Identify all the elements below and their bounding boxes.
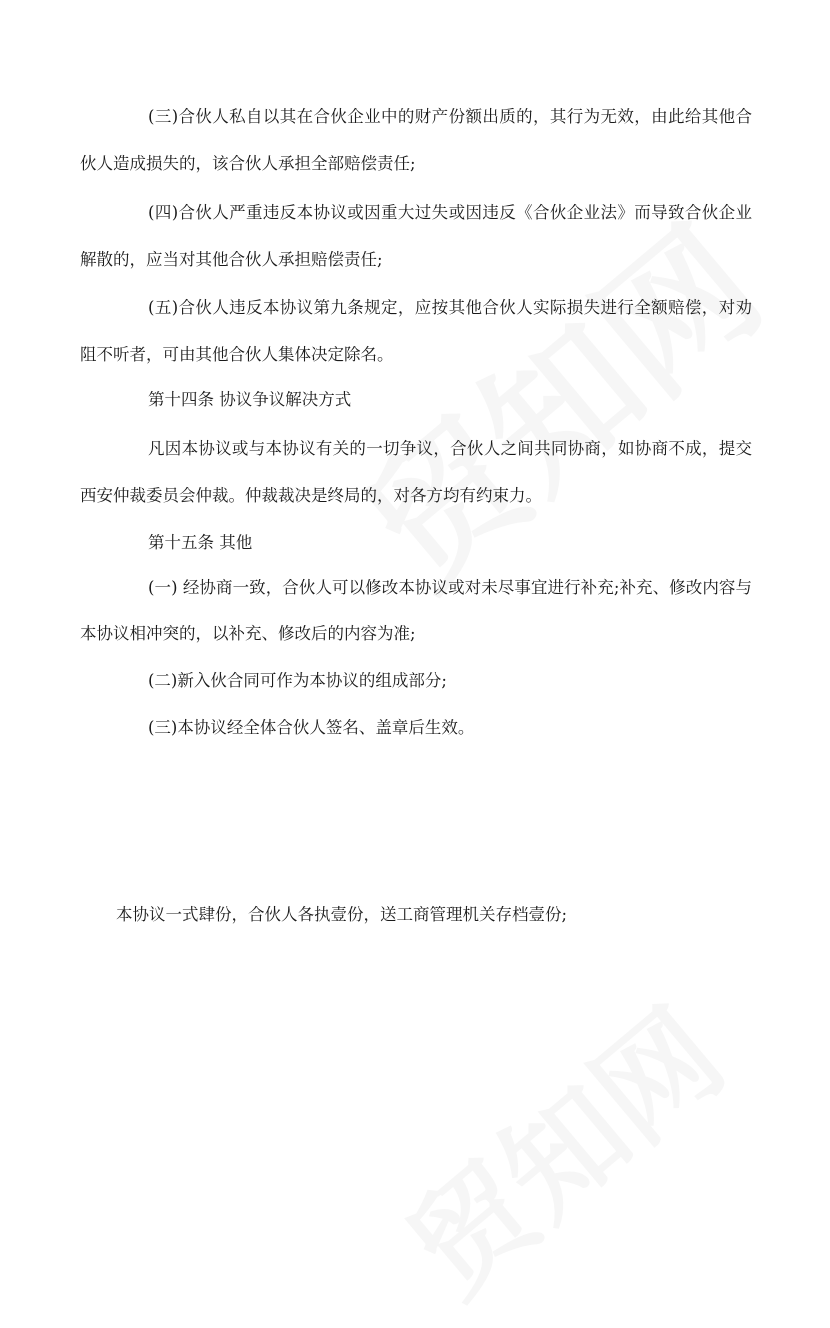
clause-5-line-2: 阻不听者，可由其他合伙人集体决定除名。: [80, 345, 394, 364]
watermark: [367, 964, 753, 1327]
article-14-line-1: 凡因本协议或与本协议有关的一切争议，合伙人之间共同协商，如协商不成，提交: [148, 439, 752, 458]
article-15-item-1-line-2: 本协议相冲突的，以补充、修改后的内容为准;: [80, 624, 416, 643]
clause-4-line-1: (四)合伙人严重违反本协议或因重大过失或因违反《合伙企业法》而导致合伙企业: [148, 203, 752, 222]
article-15-item-2: (二)新入伙合同可作为本协议的组成部分;: [148, 671, 447, 690]
article-15-item-1-line-1: (一) 经协商一致，合伙人可以修改本协议或对未尽事宜进行补充;补充、修改内容与: [148, 578, 752, 597]
clause-4-line-2: 解散的，应当对其他合伙人承担赔偿责任;: [80, 250, 383, 269]
clause-3-line-1: (三)合伙人私自以其在合伙企业中的财产份额出质的，其行为无效，由此给其他合: [148, 107, 752, 126]
copies-statement: 本协议一式肆份，合伙人各执壹份，送工商管理机关存档壹份;: [116, 905, 568, 924]
article-15-heading: 第十五条 其他: [148, 533, 253, 552]
article-14-line-2: 西安仲裁委员会仲裁。仲裁裁决是终局的，对各方均有约束力。: [80, 486, 542, 505]
clause-5-line-1: (五)合伙人违反本协议第九条规定，应按其他合伙人实际损失进行全额赔偿，对劝: [148, 298, 752, 317]
article-14-heading: 第十四条 协议争议解决方式: [148, 390, 352, 409]
article-15-item-3: (三)本协议经全体合伙人签名、盖章后生效。: [148, 718, 475, 737]
clause-3-line-2: 伙人造成损失的，该合伙人承担全部赔偿责任;: [80, 154, 416, 173]
